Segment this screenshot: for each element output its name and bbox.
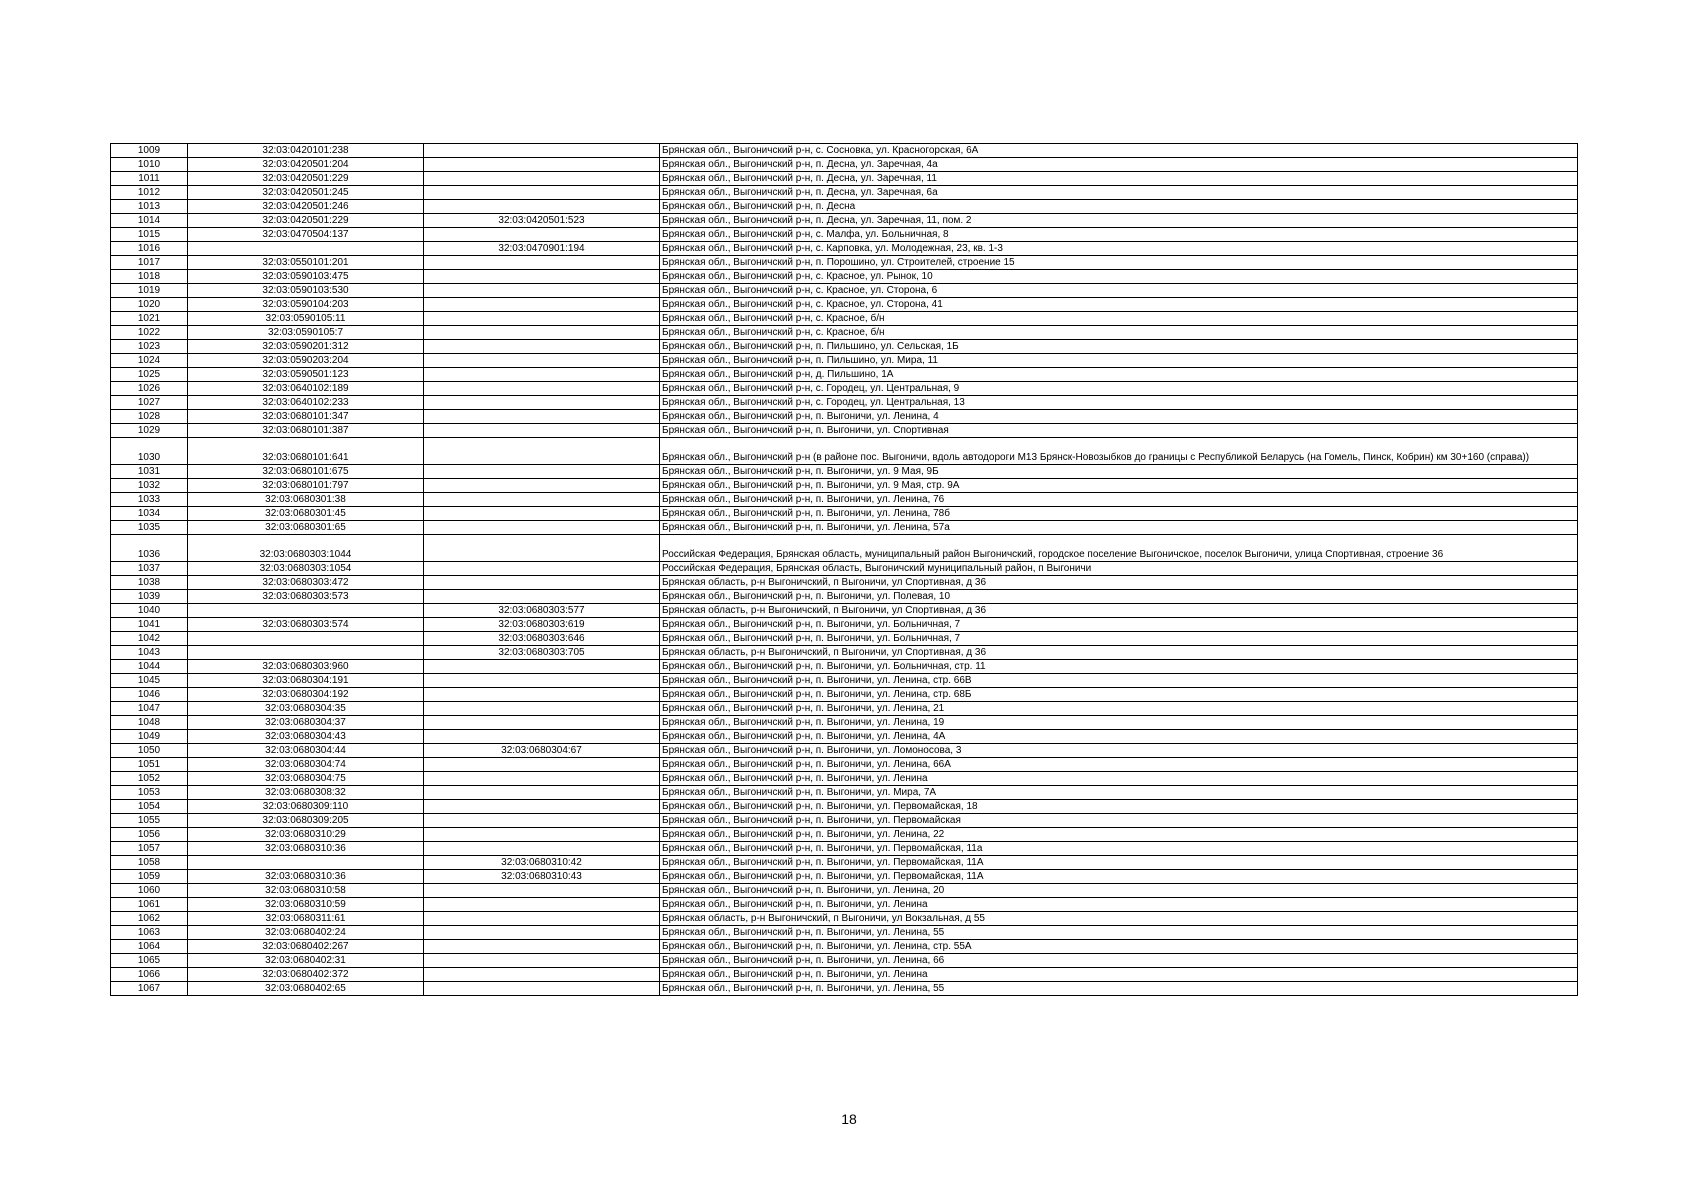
related-cadastral-number-cell: 32:03:0680303:577	[424, 604, 660, 618]
address-cell: Брянская обл., Выгоничский р-н, п. Выгоничи, ул. Ленина, 4А	[660, 730, 1578, 744]
related-cadastral-number-cell	[424, 772, 660, 786]
table-row	[111, 618, 1578, 632]
row-number-cell: 1013	[111, 200, 188, 214]
address-cell: Брянская обл., Выгоничский р-н, п. Выгоничи, ул. Больничная, 7	[660, 632, 1578, 646]
table-row	[111, 968, 1578, 982]
row-number-cell: 1026	[111, 382, 188, 396]
related-cadastral-number-cell	[424, 424, 660, 438]
related-cadastral-number-cell	[424, 674, 660, 688]
related-cadastral-number-cell	[424, 410, 660, 424]
table-row	[111, 521, 1578, 535]
address-cell: Брянская обл., Выгоничский р-н, п. Выгоничи, ул. 9 Мая, 9Б	[660, 465, 1578, 479]
address-cell: Брянская обл., Выгоничский р-н, п. Выгоничи, ул. Ленина, 57а	[660, 521, 1578, 535]
related-cadastral-number-cell	[424, 228, 660, 242]
address-cell: Брянская обл., Выгоничский р-н, п. Выгоничи, ул. Ленина, 76	[660, 493, 1578, 507]
address-cell: Российская Федерация, Брянская область, Выгоничский муниципальный район, п Выгоничи	[660, 562, 1578, 576]
table-row	[111, 465, 1578, 479]
table-row	[111, 576, 1578, 590]
registry-table-body	[111, 144, 1578, 996]
cadastral-number-cell: 32:03:0680308:32	[188, 786, 424, 800]
cadastral-number-cell: 32:03:0590103:530	[188, 284, 424, 298]
cadastral-number-cell: 32:03:0680101:675	[188, 465, 424, 479]
cadastral-number-cell: 32:03:0420101:238	[188, 144, 424, 158]
cadastral-number-cell: 32:03:0590203:204	[188, 354, 424, 368]
address-cell: Брянская обл., Выгоничский р-н, с. Красное, б/н	[660, 312, 1578, 326]
row-number-cell: 1056	[111, 828, 188, 842]
address-cell: Брянская обл., Выгоничский р-н, п. Пильшино, ул. Сельская, 1Б	[660, 340, 1578, 354]
related-cadastral-number-cell	[424, 382, 660, 396]
related-cadastral-number-cell: 32:03:0680303:705	[424, 646, 660, 660]
address-cell: Брянская область, р-н Выгоничский, п Выгоничи, ул Спортивная, д 36	[660, 604, 1578, 618]
table-row	[111, 702, 1578, 716]
address-cell: Брянская обл., Выгоничский р-н, п. Выгоничи, ул. Первомайская, 11а	[660, 842, 1578, 856]
address-cell: Брянская обл., Выгоничский р-н, п. Выгоничи, ул. Больничная, стр. 11	[660, 660, 1578, 674]
cadastral-number-cell	[188, 856, 424, 870]
table-row	[111, 898, 1578, 912]
table-row	[111, 954, 1578, 968]
table-row	[111, 646, 1578, 660]
cadastral-number-cell: 32:03:0680304:37	[188, 716, 424, 730]
row-number-cell: 1051	[111, 758, 188, 772]
row-number-cell: 1022	[111, 326, 188, 340]
table-row	[111, 828, 1578, 842]
address-cell: Брянская обл., Выгоничский р-н, с. Малфа, ул. Больничная, 8	[660, 228, 1578, 242]
row-number-cell: 1014	[111, 214, 188, 228]
address-cell: Брянская обл., Выгоничский р-н, п. Выгоничи, ул. Ленина, 78б	[660, 507, 1578, 521]
row-number-cell: 1058	[111, 856, 188, 870]
table-row	[111, 368, 1578, 382]
address-cell: Брянская область, р-н Выгоничский, п Выгоничи, ул Спортивная, д 36	[660, 646, 1578, 660]
table-row	[111, 242, 1578, 256]
table-row	[111, 158, 1578, 172]
cadastral-number-cell: 32:03:0680310:36	[188, 870, 424, 884]
address-cell: Брянская обл., Выгоничский р-н, п. Выгоничи, ул. Первомайская, 11А	[660, 856, 1578, 870]
row-number-cell: 1039	[111, 590, 188, 604]
row-number-cell: 1054	[111, 800, 188, 814]
related-cadastral-number-cell: 32:03:0470901:194	[424, 242, 660, 256]
related-cadastral-number-cell	[424, 396, 660, 410]
table-row	[111, 982, 1578, 996]
cadastral-number-cell: 32:03:0680303:574	[188, 618, 424, 632]
table-row	[111, 507, 1578, 521]
related-cadastral-number-cell	[424, 590, 660, 604]
table-row	[111, 884, 1578, 898]
row-number-cell: 1015	[111, 228, 188, 242]
row-number-cell: 1029	[111, 424, 188, 438]
related-cadastral-number-cell	[424, 716, 660, 730]
related-cadastral-number-cell	[424, 521, 660, 535]
row-number-cell: 1035	[111, 521, 188, 535]
table-row	[111, 940, 1578, 954]
related-cadastral-number-cell	[424, 702, 660, 716]
cadastral-number-cell: 32:03:0470504:137	[188, 228, 424, 242]
related-cadastral-number-cell	[424, 730, 660, 744]
address-cell: Брянская область, р-н Выгоничский, п Выгоничи, ул Спортивная, д 36	[660, 576, 1578, 590]
table-row	[111, 410, 1578, 424]
table-row	[111, 284, 1578, 298]
table-row	[111, 562, 1578, 576]
table-row	[111, 200, 1578, 214]
row-number-cell: 1034	[111, 507, 188, 521]
cadastral-number-cell	[188, 242, 424, 256]
row-number-cell: 1036	[111, 535, 188, 562]
address-cell: Брянская обл., Выгоничский р-н, п. Десна, ул. Заречная, 11, пом. 2	[660, 214, 1578, 228]
table-row	[111, 632, 1578, 646]
table-row	[111, 424, 1578, 438]
cadastral-number-cell: 32:03:0680304:75	[188, 772, 424, 786]
row-number-cell: 1066	[111, 968, 188, 982]
related-cadastral-number-cell: 32:03:0680303:646	[424, 632, 660, 646]
cadastral-number-cell: 32:03:0680304:192	[188, 688, 424, 702]
address-cell: Брянская обл., Выгоничский р-н, п. Порошино, ул. Строителей, строение 15	[660, 256, 1578, 270]
row-number-cell: 1043	[111, 646, 188, 660]
related-cadastral-number-cell	[424, 479, 660, 493]
row-number-cell: 1032	[111, 479, 188, 493]
cadastral-number-cell: 32:03:0680101:641	[188, 438, 424, 465]
related-cadastral-number-cell: 32:03:0680303:619	[424, 618, 660, 632]
address-cell: Брянская обл., Выгоничский р-н, п. Выгоничи, ул. Ленина, 55	[660, 982, 1578, 996]
table-row	[111, 716, 1578, 730]
related-cadastral-number-cell	[424, 312, 660, 326]
address-cell: Брянская обл., Выгоничский р-н, п. Выгоничи, ул. Первомайская, 11А	[660, 870, 1578, 884]
cadastral-number-cell: 32:03:0420501:229	[188, 214, 424, 228]
row-number-cell: 1017	[111, 256, 188, 270]
row-number-cell: 1040	[111, 604, 188, 618]
table-row	[111, 493, 1578, 507]
related-cadastral-number-cell	[424, 284, 660, 298]
cadastral-number-cell: 32:03:0680303:1054	[188, 562, 424, 576]
row-number-cell: 1011	[111, 172, 188, 186]
table-row	[111, 912, 1578, 926]
table-row	[111, 926, 1578, 940]
row-number-cell: 1064	[111, 940, 188, 954]
cadastral-number-cell: 32:03:0680402:267	[188, 940, 424, 954]
table-row	[111, 270, 1578, 284]
cadastral-number-cell: 32:03:0640102:233	[188, 396, 424, 410]
row-number-cell: 1059	[111, 870, 188, 884]
row-number-cell: 1025	[111, 368, 188, 382]
related-cadastral-number-cell	[424, 493, 660, 507]
row-number-cell: 1016	[111, 242, 188, 256]
related-cadastral-number-cell: 32:03:0680310:43	[424, 870, 660, 884]
row-number-cell: 1019	[111, 284, 188, 298]
table-row	[111, 604, 1578, 618]
row-number-cell: 1044	[111, 660, 188, 674]
cadastral-number-cell: 32:03:0680309:110	[188, 800, 424, 814]
row-number-cell: 1045	[111, 674, 188, 688]
cadastral-number-cell: 32:03:0680101:797	[188, 479, 424, 493]
row-number-cell: 1060	[111, 884, 188, 898]
address-cell: Брянская обл., Выгоничский р-н, с. Красное, ул. Сторона, 41	[660, 298, 1578, 312]
row-number-cell: 1028	[111, 410, 188, 424]
row-number-cell: 1038	[111, 576, 188, 590]
related-cadastral-number-cell	[424, 660, 660, 674]
related-cadastral-number-cell	[424, 270, 660, 284]
cadastral-number-cell: 32:03:0680301:38	[188, 493, 424, 507]
cadastral-number-cell: 32:03:0680301:45	[188, 507, 424, 521]
table-row	[111, 590, 1578, 604]
table-row	[111, 800, 1578, 814]
table-row	[111, 396, 1578, 410]
address-cell: Брянская обл., Выгоничский р-н, п. Выгоничи, ул. Ленина	[660, 968, 1578, 982]
related-cadastral-number-cell	[424, 954, 660, 968]
cadastral-number-cell	[188, 646, 424, 660]
table-row	[111, 144, 1578, 158]
related-cadastral-number-cell	[424, 562, 660, 576]
cadastral-number-cell: 32:03:0680301:65	[188, 521, 424, 535]
cadastral-number-cell	[188, 632, 424, 646]
address-cell: Брянская обл., Выгоничский р-н, с. Сосновка, ул. Красногорская, 6А	[660, 144, 1578, 158]
related-cadastral-number-cell	[424, 144, 660, 158]
row-number-cell: 1049	[111, 730, 188, 744]
cadastral-number-cell: 32:03:0680402:65	[188, 982, 424, 996]
related-cadastral-number-cell	[424, 982, 660, 996]
related-cadastral-number-cell	[424, 842, 660, 856]
row-number-cell: 1052	[111, 772, 188, 786]
table-row	[111, 438, 1578, 465]
table-row	[111, 172, 1578, 186]
row-number-cell: 1067	[111, 982, 188, 996]
row-number-cell: 1020	[111, 298, 188, 312]
row-number-cell: 1009	[111, 144, 188, 158]
table-row	[111, 674, 1578, 688]
row-number-cell: 1018	[111, 270, 188, 284]
related-cadastral-number-cell	[424, 898, 660, 912]
address-cell: Брянская обл., Выгоничский р-н, п. Выгоничи, ул. Первомайская, 18	[660, 800, 1578, 814]
table-row	[111, 535, 1578, 562]
cadastral-number-cell: 32:03:0590105:11	[188, 312, 424, 326]
address-cell: Брянская обл., Выгоничский р-н, п. Выгоничи, ул. Спортивная	[660, 424, 1578, 438]
property-registry-table	[110, 143, 1578, 996]
table-row	[111, 870, 1578, 884]
related-cadastral-number-cell	[424, 507, 660, 521]
cadastral-number-cell: 32:03:0680304:43	[188, 730, 424, 744]
row-number-cell: 1042	[111, 632, 188, 646]
related-cadastral-number-cell	[424, 298, 660, 312]
address-cell: Брянская обл., Выгоничский р-н, п. Десна	[660, 200, 1578, 214]
related-cadastral-number-cell	[424, 200, 660, 214]
row-number-cell: 1065	[111, 954, 188, 968]
related-cadastral-number-cell	[424, 172, 660, 186]
related-cadastral-number-cell	[424, 814, 660, 828]
related-cadastral-number-cell	[424, 912, 660, 926]
address-cell: Брянская обл., Выгоничский р-н, п. Выгоничи, ул. Ленина, стр. 68Б	[660, 688, 1578, 702]
address-cell: Брянская обл., Выгоничский р-н, п. Выгоничи, ул. Ленина	[660, 898, 1578, 912]
table-row	[111, 340, 1578, 354]
address-cell: Брянская обл., Выгоничский р-н, п. Десна, ул. Заречная, 11	[660, 172, 1578, 186]
cadastral-number-cell: 32:03:0590501:123	[188, 368, 424, 382]
cadastral-number-cell: 32:03:0590104:203	[188, 298, 424, 312]
related-cadastral-number-cell: 32:03:0420501:523	[424, 214, 660, 228]
address-cell: Брянская обл., Выгоничский р-н, п. Выгоничи, ул. Больничная, 7	[660, 618, 1578, 632]
table-row	[111, 186, 1578, 200]
related-cadastral-number-cell	[424, 186, 660, 200]
related-cadastral-number-cell	[424, 688, 660, 702]
cadastral-number-cell: 32:03:0680303:573	[188, 590, 424, 604]
row-number-cell: 1061	[111, 898, 188, 912]
address-cell: Брянская обл., Выгоничский р-н, п. Десна, ул. Заречная, 6а	[660, 186, 1578, 200]
address-cell: Брянская обл., Выгоничский р-н, п. Выгоничи, ул. Ленина, 55	[660, 926, 1578, 940]
row-number-cell: 1033	[111, 493, 188, 507]
related-cadastral-number-cell	[424, 926, 660, 940]
cadastral-number-cell	[188, 604, 424, 618]
cadastral-number-cell: 32:03:0680101:387	[188, 424, 424, 438]
cadastral-number-cell: 32:03:0680310:59	[188, 898, 424, 912]
cadastral-number-cell: 32:03:0680309:205	[188, 814, 424, 828]
row-number-cell: 1010	[111, 158, 188, 172]
address-cell: Брянская обл., Выгоничский р-н, п. Выгоничи, ул. 9 Мая, стр. 9А	[660, 479, 1578, 493]
related-cadastral-number-cell	[424, 326, 660, 340]
cadastral-number-cell: 32:03:0420501:204	[188, 158, 424, 172]
address-cell: Брянская обл., Выгоничский р-н, п. Выгоничи, ул. Ленина, 4	[660, 410, 1578, 424]
table-row	[111, 228, 1578, 242]
row-number-cell: 1023	[111, 340, 188, 354]
cadastral-number-cell: 32:03:0680101:347	[188, 410, 424, 424]
table-row	[111, 758, 1578, 772]
cadastral-number-cell: 32:03:0680310:36	[188, 842, 424, 856]
cadastral-number-cell: 32:03:0590105:7	[188, 326, 424, 340]
address-cell: Брянская обл., Выгоничский р-н, п. Пильшино, ул. Мира, 11	[660, 354, 1578, 368]
row-number-cell: 1046	[111, 688, 188, 702]
related-cadastral-number-cell	[424, 465, 660, 479]
row-number-cell: 1027	[111, 396, 188, 410]
related-cadastral-number-cell	[424, 940, 660, 954]
address-cell: Брянская обл., Выгоничский р-н, п. Выгоничи, ул. Ленина, 22	[660, 828, 1578, 842]
related-cadastral-number-cell	[424, 786, 660, 800]
cadastral-number-cell: 32:03:0680310:58	[188, 884, 424, 898]
row-number-cell: 1057	[111, 842, 188, 856]
row-number-cell: 1050	[111, 744, 188, 758]
address-cell: Брянская обл., Выгоничский р-н, с. Карповка, ул. Молодежная, 23, кв. 1-3	[660, 242, 1578, 256]
table-row	[111, 354, 1578, 368]
address-cell: Брянская область, р-н Выгоничский, п Выгоничи, ул Вокзальная, д 55	[660, 912, 1578, 926]
cadastral-number-cell: 32:03:0680304:191	[188, 674, 424, 688]
related-cadastral-number-cell: 32:03:0680304:67	[424, 744, 660, 758]
related-cadastral-number-cell	[424, 968, 660, 982]
table-row	[111, 660, 1578, 674]
page-number: 18	[841, 1111, 857, 1127]
cadastral-number-cell: 32:03:0590103:475	[188, 270, 424, 284]
row-number-cell: 1041	[111, 618, 188, 632]
address-cell: Брянская обл., Выгоничский р-н, с. Городец, ул. Центральная, 9	[660, 382, 1578, 396]
address-cell: Брянская обл., Выгоничский р-н, п. Выгоничи, ул. Ленина, стр. 66В	[660, 674, 1578, 688]
address-cell: Брянская обл., Выгоничский р-н, п. Выгоничи, ул. Ленина	[660, 772, 1578, 786]
row-number-cell: 1053	[111, 786, 188, 800]
address-cell: Брянская обл., Выгоничский р-н, п. Выгоничи, ул. Мира, 7А	[660, 786, 1578, 800]
related-cadastral-number-cell	[424, 884, 660, 898]
address-cell: Брянская обл., Выгоничский р-н, п. Выгоничи, ул. Ленина, стр. 55А	[660, 940, 1578, 954]
address-cell: Брянская обл., Выгоничский р-н, с. Красное, ул. Рынок, 10	[660, 270, 1578, 284]
cadastral-number-cell: 32:03:0680303:472	[188, 576, 424, 590]
cadastral-number-cell: 32:03:0680304:74	[188, 758, 424, 772]
cadastral-number-cell: 32:03:0420501:246	[188, 200, 424, 214]
cadastral-number-cell: 32:03:0420501:229	[188, 172, 424, 186]
address-cell: Брянская обл., Выгоничский р-н, с. Красное, б/н	[660, 326, 1578, 340]
table-row	[111, 214, 1578, 228]
related-cadastral-number-cell	[424, 535, 660, 562]
related-cadastral-number-cell	[424, 576, 660, 590]
row-number-cell: 1047	[111, 702, 188, 716]
table-row	[111, 326, 1578, 340]
address-cell: Брянская обл., Выгоничский р-н, п. Выгоничи, ул. Полевая, 10	[660, 590, 1578, 604]
row-number-cell: 1031	[111, 465, 188, 479]
address-cell: Брянская обл., Выгоничский р-н, с. Городец, ул. Центральная, 13	[660, 396, 1578, 410]
cadastral-number-cell: 32:03:0680303:960	[188, 660, 424, 674]
cadastral-number-cell: 32:03:0680402:24	[188, 926, 424, 940]
address-cell: Российская Федерация, Брянская область, муниципальный район Выгоничский, городское поселение Выгоничское, поселок Выгоничи, улица Спортивная, строение 36	[660, 535, 1578, 562]
table-row	[111, 312, 1578, 326]
cadastral-number-cell: 32:03:0590201:312	[188, 340, 424, 354]
row-number-cell: 1055	[111, 814, 188, 828]
related-cadastral-number-cell	[424, 354, 660, 368]
cadastral-number-cell: 32:03:0680304:35	[188, 702, 424, 716]
cadastral-number-cell: 32:03:0680402:31	[188, 954, 424, 968]
row-number-cell: 1021	[111, 312, 188, 326]
row-number-cell: 1048	[111, 716, 188, 730]
row-number-cell: 1037	[111, 562, 188, 576]
cadastral-number-cell: 32:03:0640102:189	[188, 382, 424, 396]
address-cell: Брянская обл., Выгоничский р-н, д. Пильшино, 1А	[660, 368, 1578, 382]
related-cadastral-number-cell	[424, 340, 660, 354]
table-row	[111, 814, 1578, 828]
row-number-cell: 1024	[111, 354, 188, 368]
cadastral-number-cell: 32:03:0680310:29	[188, 828, 424, 842]
table-row	[111, 730, 1578, 744]
related-cadastral-number-cell	[424, 256, 660, 270]
related-cadastral-number-cell	[424, 158, 660, 172]
table-row	[111, 842, 1578, 856]
table-row	[111, 856, 1578, 870]
cadastral-number-cell: 32:03:0550101:201	[188, 256, 424, 270]
row-number-cell: 1062	[111, 912, 188, 926]
related-cadastral-number-cell	[424, 828, 660, 842]
cadastral-number-cell: 32:03:0680303:1044	[188, 535, 424, 562]
address-cell: Брянская обл., Выгоничский р-н, п. Выгоничи, ул. Ленина, 19	[660, 716, 1578, 730]
cadastral-number-cell: 32:03:0680402:372	[188, 968, 424, 982]
address-cell: Брянская обл., Выгоничский р-н, п. Выгоничи, ул. Ленина, 66А	[660, 758, 1578, 772]
related-cadastral-number-cell	[424, 758, 660, 772]
address-cell: Брянская обл., Выгоничский р-н, п. Выгоничи, ул. Ленина, 20	[660, 884, 1578, 898]
address-cell: Брянская обл., Выгоничский р-н, п. Выгоничи, ул. Ленина, 21	[660, 702, 1578, 716]
table-row	[111, 479, 1578, 493]
table-row	[111, 298, 1578, 312]
address-cell: Брянская обл., Выгоничский р-н, п. Выгоничи, ул. Первомайская	[660, 814, 1578, 828]
address-cell: Брянская обл., Выгоничский р-н, п. Десна, ул. Заречная, 4а	[660, 158, 1578, 172]
address-cell: Брянская обл., Выгоничский р-н (в районе пос. Выгоничи, вдоль автодороги М13 Брянск-Новозыбков до границы с Республикой Беларусь (на Гомель, Пинск, Кобрин) км 30+160 (справа))	[660, 438, 1578, 465]
cadastral-number-cell: 32:03:0680304:44	[188, 744, 424, 758]
row-number-cell: 1063	[111, 926, 188, 940]
table-row	[111, 786, 1578, 800]
table-row	[111, 382, 1578, 396]
table-row	[111, 772, 1578, 786]
related-cadastral-number-cell: 32:03:0680310:42	[424, 856, 660, 870]
table-row	[111, 688, 1578, 702]
related-cadastral-number-cell	[424, 368, 660, 382]
address-cell: Брянская обл., Выгоничский р-н, с. Красное, ул. Сторона, 6	[660, 284, 1578, 298]
table-row	[111, 256, 1578, 270]
address-cell: Брянская обл., Выгоничский р-н, п. Выгоничи, ул. Ленина, 66	[660, 954, 1578, 968]
row-number-cell: 1012	[111, 186, 188, 200]
row-number-cell: 1030	[111, 438, 188, 465]
table-row	[111, 744, 1578, 758]
related-cadastral-number-cell	[424, 438, 660, 465]
address-cell: Брянская обл., Выгоничский р-н, п. Выгоничи, ул. Ломоносова, 3	[660, 744, 1578, 758]
cadastral-number-cell: 32:03:0420501:245	[188, 186, 424, 200]
cadastral-number-cell: 32:03:0680311:61	[188, 912, 424, 926]
related-cadastral-number-cell	[424, 800, 660, 814]
